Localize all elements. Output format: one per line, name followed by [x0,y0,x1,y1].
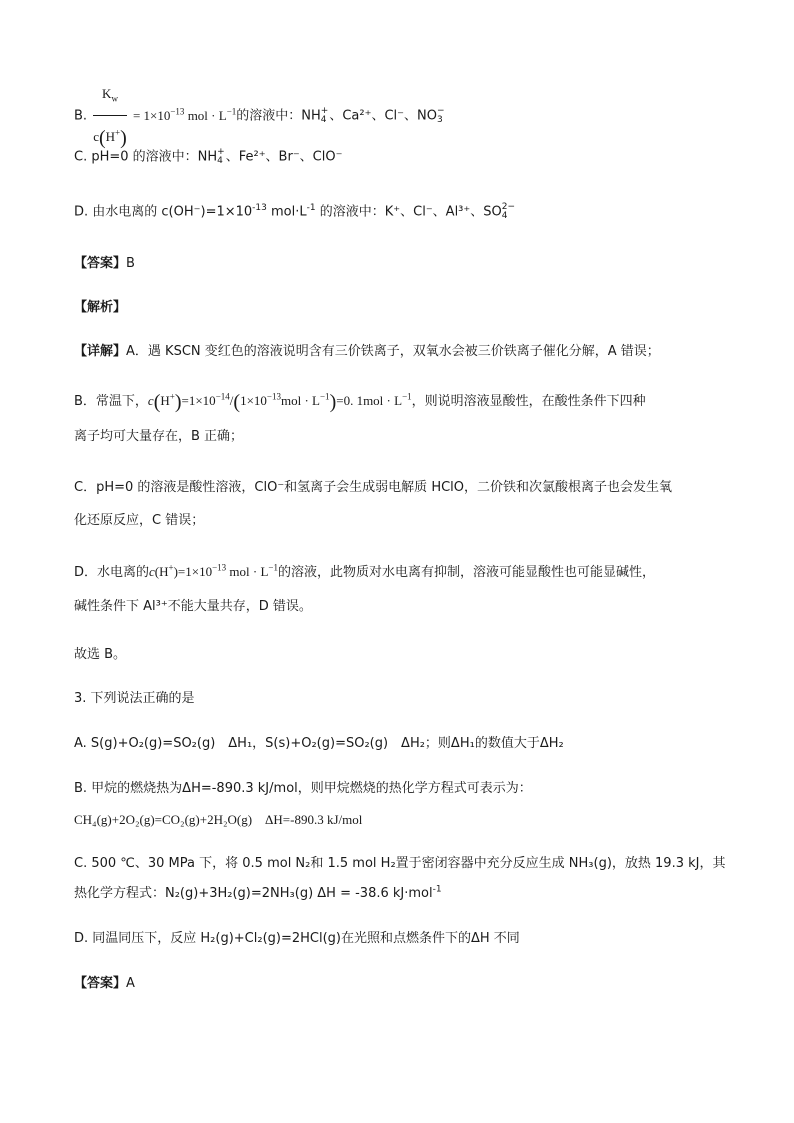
q3-option-a: A. S(g)+O₂(g)=SO₂(g) ΔH₁，S(s)+O₂(g)=SO₂(g) ΔH₂；则ΔH₁的数值大于ΔH₂ [74,736,564,751]
question-3-stem: 3. 下列说法正确的是 [74,691,195,706]
detail-c: C．pH=0 的溶液是酸性溶液，ClO⁻和氢离子会生成弱电解质 HClO，二价铁和次氯酸根离子也会发生氧 [74,480,673,495]
q3-option-c-equation: 热化学方程式：N₂(g)+3H₂(g)=2NH₃(g) ΔH = -38.6 kJ·mol$^{-1}$ [74,884,442,901]
kw-fraction: $\frac{K_w}{c(H^+)}$ [93,74,127,158]
detail-b-line2: 离子均可大量存在，B 正确； [74,429,244,444]
q3-option-d: D. 同温同压下，反应 H₂(g)+Cl₂(g)=2HCl(g)在光照和点燃条件下的ΔH 不同 [74,931,520,946]
final-choice: 故选 B。 [74,647,127,662]
analysis-heading: 【解析】 [74,300,127,315]
option-c: C. pH=0 的溶液中：NH + 4 、Fe²⁺、Br⁻、ClO⁻ [74,147,343,166]
detail-b: B．常温下，$c(H^+)=1\times 10^{-14}/(1\times 10^{-13}mol \cdot L^{-1})=0$. $1mol \cdot L^{-1}$，则说明溶液显酸性，在酸性条件下四种 [74,391,646,413]
detail-d-line2: 碱性条件下 Al³⁺不能大量共存，D 错误。 [74,599,312,614]
q3-option-b: B. 甲烷的燃烧热为ΔH=-890.3 kJ/mol，则甲烷燃烧的热化学方程式可表示为： [74,781,532,796]
q3-option-c: C. 500 ℃、30 MPa 下，将 0.5 mol N₂和 1.5 mol H₂置于密闭容器中充分反应生成 NH₃(g)，放热 19.3 kJ，其 [74,856,726,871]
detail-c-line2: 化还原反应，C 错误； [74,513,205,528]
answer-line: 【答案】B [74,256,135,271]
option-b: B. $\frac{K_w}{c(H^+)}$ = $1\times 10^{-13}$ mol · $L^{-1}$的溶液中：NH + 4 、Ca²⁺、Cl⁻、NO − 3 [74,74,446,158]
detail-d: D．水电离的$c(H^+)=1\times 10^{-13}$ mol · $L^{-1}$的溶液，此物质对水电离有抑制，溶液可能显酸性也可能显碱性， [74,562,656,580]
option-d: D. 由水电离的 $c(OH^-)=1\times 10^{-13}$ $mol\cdot L^{-1}$ 的溶液中：K⁺、Cl⁻、Al³⁺、SO 2− 4 [74,202,516,221]
answer-line-2: 【答案】A [74,976,135,991]
detail-a: 【详解】A．遇 KSCN 变红色的溶液说明含有三价铁离子，双氧水会被三价铁离子催化分解，A 错误； [74,344,660,359]
q3-option-b-equation: CH₄(g)+2O₂(g)=CO₂(g)+2H₂O(g) ΔH=-890.3 kJ/mol [74,812,363,827]
